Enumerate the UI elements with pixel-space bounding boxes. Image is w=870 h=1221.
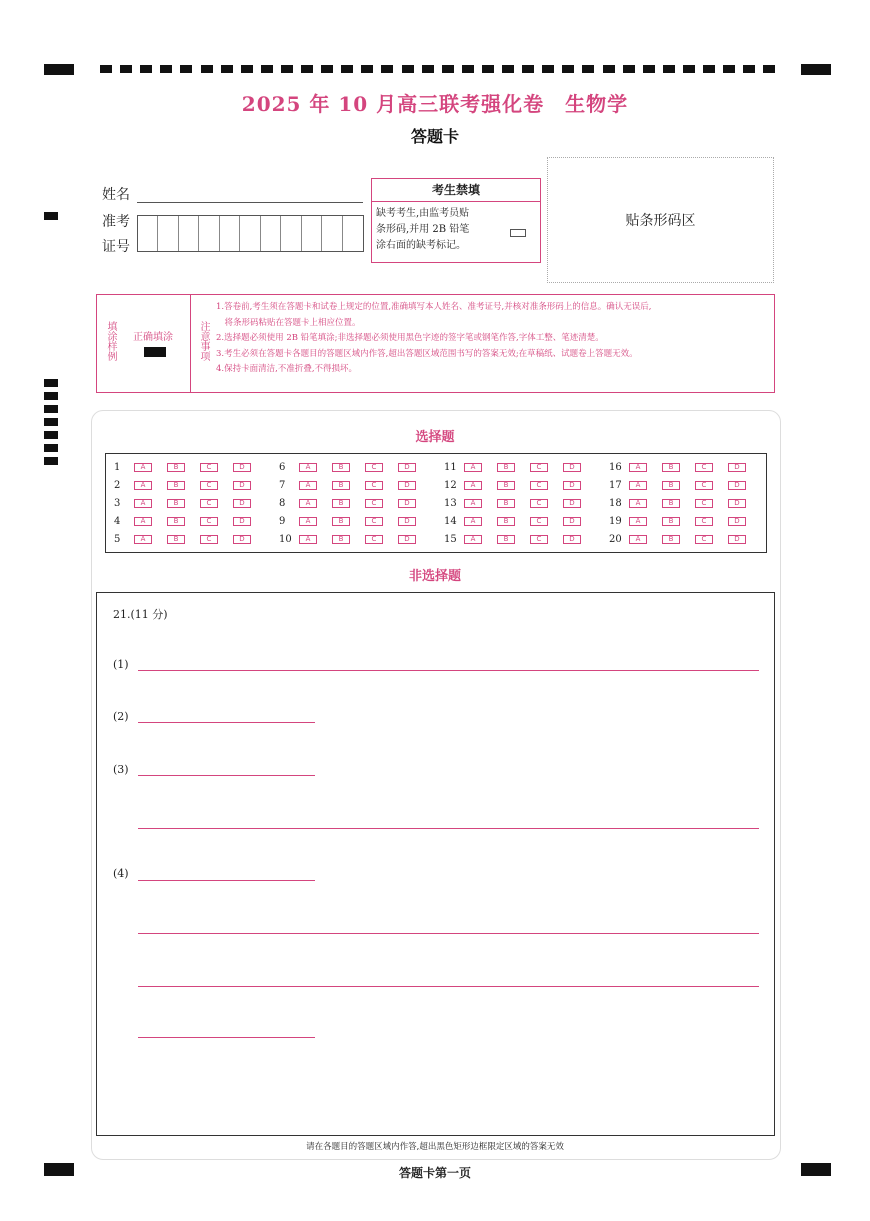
timing-dash (582, 65, 594, 73)
timing-dash (140, 65, 152, 73)
notes-box (96, 294, 775, 393)
answer-bubble[interactable]: D (728, 481, 746, 490)
answer-bubble[interactable]: B (662, 481, 680, 490)
side-mark-column (44, 379, 58, 469)
timing-dash (482, 65, 494, 73)
answer-bubble[interactable]: C (365, 463, 383, 472)
mcq-question (279, 460, 431, 474)
timing-dash (562, 65, 574, 73)
notes-divider (190, 295, 191, 392)
q21-header: 21.(11 分) (113, 608, 168, 621)
name-label: 姓名 (102, 187, 130, 203)
id-cell[interactable] (220, 216, 240, 251)
answer-bubble[interactable]: B (167, 535, 185, 544)
mcq-question (609, 532, 761, 546)
mcq-question (114, 496, 266, 510)
answer-bubble[interactable]: A (134, 499, 152, 508)
question-number: 10 (279, 533, 292, 545)
id-cell[interactable] (240, 216, 260, 251)
timing-dash (402, 65, 414, 73)
answer-bubble[interactable]: A (629, 499, 647, 508)
answer-bubble[interactable]: A (134, 517, 152, 526)
mcq-question (444, 460, 596, 474)
id-label-2: 证号 (102, 239, 130, 255)
answer-bubble[interactable]: D (398, 481, 416, 490)
timing-dash (321, 65, 333, 73)
question-number: 4 (114, 515, 121, 527)
timing-dash (120, 65, 132, 73)
answer-bubble[interactable]: C (695, 535, 713, 544)
answer-bubble[interactable]: C (530, 517, 548, 526)
question-number: 18 (609, 497, 622, 509)
answer-bubble[interactable]: D (233, 463, 251, 472)
barcode-label: 贴条形码区 (625, 213, 696, 229)
id-cell[interactable] (261, 216, 281, 251)
timing-dash (442, 65, 454, 73)
answer-bubble[interactable]: B (662, 517, 680, 526)
answer-bubble[interactable]: D (728, 535, 746, 544)
mcq-section-title: 选择题 (415, 430, 455, 445)
timing-dash (763, 65, 775, 73)
mcq-question (279, 496, 431, 510)
timing-dash (422, 65, 434, 73)
mcq-question (444, 496, 596, 510)
part-2-label: (2) (113, 710, 129, 723)
id-cell[interactable] (343, 216, 363, 251)
answer-bubble[interactable]: B (332, 535, 350, 544)
absent-mark-bubble[interactable] (510, 229, 526, 237)
part-1-label: (1) (113, 658, 129, 671)
answer-bubble[interactable]: A (464, 463, 482, 472)
answer-bubble[interactable]: B (332, 499, 350, 508)
timing-mark-left-top (44, 64, 74, 75)
answer-bubble[interactable]: A (299, 481, 317, 490)
answer-bubble[interactable]: C (200, 535, 218, 544)
timing-dash (643, 65, 655, 73)
part-3-label: (3) (113, 763, 129, 776)
non-mcq-section-title: 非选择题 (408, 569, 461, 584)
mcq-question (279, 532, 431, 546)
mcq-question (444, 514, 596, 528)
answer-bubble[interactable]: A (629, 463, 647, 472)
answer-bubble[interactable]: C (530, 499, 548, 508)
id-cell[interactable] (179, 216, 199, 251)
mcq-table (105, 453, 767, 553)
question-number: 11 (444, 461, 457, 473)
side-mark (44, 392, 58, 400)
answer-bubble[interactable]: B (662, 535, 680, 544)
answer-bubble[interactable]: D (233, 481, 251, 490)
question-number: 8 (279, 497, 286, 509)
barcode-area (547, 157, 774, 283)
answer-bubble[interactable]: B (497, 463, 515, 472)
timing-dash (522, 65, 534, 73)
id-cell[interactable] (281, 216, 301, 251)
part-4-line-3[interactable] (138, 986, 759, 987)
answer-bubble[interactable]: B (497, 535, 515, 544)
correct-fill-label: 正确填涂 (133, 332, 173, 343)
mcq-question (114, 478, 266, 492)
answer-bubble[interactable]: A (629, 535, 647, 544)
answer-bubble[interactable]: C (365, 517, 383, 526)
part-3-line-2[interactable] (138, 828, 759, 829)
answer-bubble[interactable]: C (200, 463, 218, 472)
answer-bubble[interactable]: A (134, 481, 152, 490)
answer-bubble[interactable]: D (728, 499, 746, 508)
answer-bubble[interactable]: A (464, 481, 482, 490)
timing-dash (723, 65, 735, 73)
answer-bubble[interactable]: B (332, 517, 350, 526)
answer-bubble[interactable]: C (365, 499, 383, 508)
answer-bubble[interactable]: D (563, 517, 581, 526)
timing-dash (703, 65, 715, 73)
timing-dash (281, 65, 293, 73)
id-number-grid[interactable] (137, 215, 364, 252)
question-number: 17 (609, 479, 622, 491)
id-cell[interactable] (138, 216, 158, 251)
timing-dash-row (100, 65, 780, 73)
answer-bubble[interactable]: B (167, 481, 185, 490)
question-number: 19 (609, 515, 622, 527)
answer-bubble[interactable]: B (497, 499, 515, 508)
answer-bubble[interactable]: A (464, 535, 482, 544)
answer-bubble[interactable]: A (134, 535, 152, 544)
id-cell[interactable] (158, 216, 178, 251)
exam-box-text-3: 涂右面的缺考标记。 (376, 240, 466, 251)
question-number: 1 (114, 461, 121, 473)
notice-item: 将条形码粘贴在答题卡上相应位置。 (216, 317, 361, 328)
exam-restricted-box (371, 178, 541, 263)
question-number: 20 (609, 533, 622, 545)
answer-bubble[interactable]: B (332, 481, 350, 490)
answer-bubble[interactable]: C (200, 481, 218, 490)
answer-bubble[interactable]: A (629, 517, 647, 526)
correct-fill-sample (144, 347, 166, 357)
timing-dash (221, 65, 233, 73)
answer-bubble[interactable]: D (398, 499, 416, 508)
answer-bubble[interactable]: B (167, 499, 185, 508)
answer-bubble[interactable]: B (167, 463, 185, 472)
mcq-question (609, 478, 761, 492)
timing-dash (462, 65, 474, 73)
answer-bubble[interactable]: D (233, 517, 251, 526)
answer-bubble[interactable]: C (530, 463, 548, 472)
timing-dash (201, 65, 213, 73)
answer-bubble[interactable]: C (695, 517, 713, 526)
question-number: 6 (279, 461, 286, 473)
answer-bubble[interactable]: A (464, 517, 482, 526)
question-number: 13 (444, 497, 457, 509)
question-number: 5 (114, 533, 121, 545)
page-footer-label: 答题卡第一页 (398, 1166, 471, 1180)
part-4-line-1[interactable] (138, 880, 315, 881)
exam-box-text-1: 缺考考生,由监考员贴 (376, 208, 470, 219)
question-number: 7 (279, 479, 286, 491)
timing-dash (160, 65, 172, 73)
answer-bubble[interactable]: A (134, 463, 152, 472)
part-1-line[interactable] (138, 670, 759, 671)
id-cell[interactable] (322, 216, 342, 251)
timing-dash (743, 65, 755, 73)
answer-bubble[interactable]: D (398, 517, 416, 526)
part-2-line[interactable] (138, 722, 315, 723)
answer-bubble[interactable]: D (233, 499, 251, 508)
answer-bubble[interactable]: C (695, 499, 713, 508)
answer-bubble[interactable]: B (662, 463, 680, 472)
timing-dash (361, 65, 373, 73)
timing-dash (623, 65, 635, 73)
answer-bubble[interactable]: D (563, 535, 581, 544)
answer-bubble[interactable]: C (530, 535, 548, 544)
question-number: 12 (444, 479, 457, 491)
side-mark (44, 379, 58, 387)
part-4-line-4[interactable] (138, 1037, 315, 1038)
timing-dash (663, 65, 675, 73)
page-subtitle: 答题卡 (410, 127, 459, 146)
timing-dash (542, 65, 554, 73)
answer-bubble[interactable]: D (563, 481, 581, 490)
answer-bubble[interactable]: D (563, 499, 581, 508)
part-3-line-1[interactable] (138, 775, 315, 776)
answer-bubble[interactable]: D (563, 463, 581, 472)
id-label-1: 准考 (102, 214, 130, 230)
answer-bubble[interactable]: B (497, 517, 515, 526)
part-4-label: (4) (113, 867, 129, 880)
mcq-question (609, 496, 761, 510)
timing-dash (502, 65, 514, 73)
name-field[interactable] (137, 202, 363, 203)
answer-bubble[interactable]: A (464, 499, 482, 508)
mcq-question (609, 514, 761, 528)
question-number: 9 (279, 515, 286, 527)
answer-bubble[interactable]: B (662, 499, 680, 508)
answer-bubble[interactable]: C (695, 463, 713, 472)
answer-bubble[interactable]: A (299, 535, 317, 544)
question-number: 16 (609, 461, 622, 473)
side-mark (44, 405, 58, 413)
answer-bubble[interactable]: C (530, 481, 548, 490)
answer-bubble[interactable]: A (299, 463, 317, 472)
answer-bubble[interactable]: A (299, 499, 317, 508)
mcq-question (114, 460, 266, 474)
answer-bubble[interactable]: D (728, 463, 746, 472)
notice-item: 1.答卷前,考生须在答题卡和试卷上规定的位置,准确填写本人姓名、准考证号,并核对准条形码上的信息。确认无误后, (216, 302, 652, 312)
mcq-question (114, 532, 266, 546)
part-4-line-2[interactable] (138, 933, 759, 934)
answer-bubble[interactable]: D (728, 517, 746, 526)
answer-bubble[interactable]: C (365, 535, 383, 544)
notice-label: 注意事项 (198, 321, 209, 361)
mcq-question (114, 514, 266, 528)
answer-bubble[interactable]: C (200, 499, 218, 508)
timing-dash (180, 65, 192, 73)
notice-item: 3.考生必须在答题卡各题目的答题区域内作答,超出答题区域范围书写的答案无效;在草稿纸、试题卷上答题无效。 (216, 348, 638, 359)
timing-dash (100, 65, 112, 73)
timing-dash (341, 65, 353, 73)
timing-mark-right-top (801, 64, 831, 75)
notice-list (216, 300, 774, 378)
mcq-question (279, 478, 431, 492)
question-number: 14 (444, 515, 457, 527)
question-number: 2 (114, 479, 121, 491)
sample-label: 填涂样例 (105, 321, 116, 361)
id-cell[interactable] (302, 216, 322, 251)
question-number: 3 (114, 497, 121, 509)
answer-bubble[interactable]: A (629, 481, 647, 490)
timing-dash (301, 65, 313, 73)
answer-bubble[interactable]: D (233, 535, 251, 544)
side-mark (44, 444, 58, 452)
notice-item: 2.选择题必须使用 2B 铅笔填涂;非选择题必须使用黑色字迹的签字笔或钢笔作答,字体工整、笔迹清楚。 (216, 333, 604, 343)
side-mark (44, 457, 58, 465)
q21-answer-box (96, 592, 775, 1136)
answer-bubble[interactable]: A (299, 517, 317, 526)
timing-dash (261, 65, 273, 73)
answer-bubble[interactable]: C (365, 481, 383, 490)
answer-bubble[interactable]: D (398, 463, 416, 472)
answer-bubble[interactable]: B (332, 463, 350, 472)
question-number: 15 (444, 533, 457, 545)
timing-dash (683, 65, 695, 73)
mcq-question (279, 514, 431, 528)
exam-box-title: 考生禁填 (372, 179, 540, 202)
timing-dash (603, 65, 615, 73)
answer-bubble[interactable]: D (398, 535, 416, 544)
id-cell[interactable] (199, 216, 219, 251)
notice-item: 4.保持卡面清洁,不准折叠,不得损坏。 (216, 364, 358, 374)
mcq-question (444, 478, 596, 492)
side-mark (44, 418, 58, 426)
page-title: 2025 年 10 月高三联考强化卷 生物学 (241, 92, 629, 116)
side-mark (44, 212, 58, 220)
exam-box-text-2: 条形码,并用 2B 铅笔 (376, 224, 470, 235)
answer-bubble[interactable]: B (497, 481, 515, 490)
mcq-question (444, 532, 596, 546)
mcq-question (609, 460, 761, 474)
timing-dash (381, 65, 393, 73)
answer-bubble[interactable]: C (695, 481, 713, 490)
answer-bubble[interactable]: C (200, 517, 218, 526)
answer-bubble[interactable]: B (167, 517, 185, 526)
timing-dash (241, 65, 253, 73)
answer-area-warning: 请在各题目的答题区域内作答,超出黑色矩形边框限定区域的答案无效 (306, 1142, 564, 1152)
